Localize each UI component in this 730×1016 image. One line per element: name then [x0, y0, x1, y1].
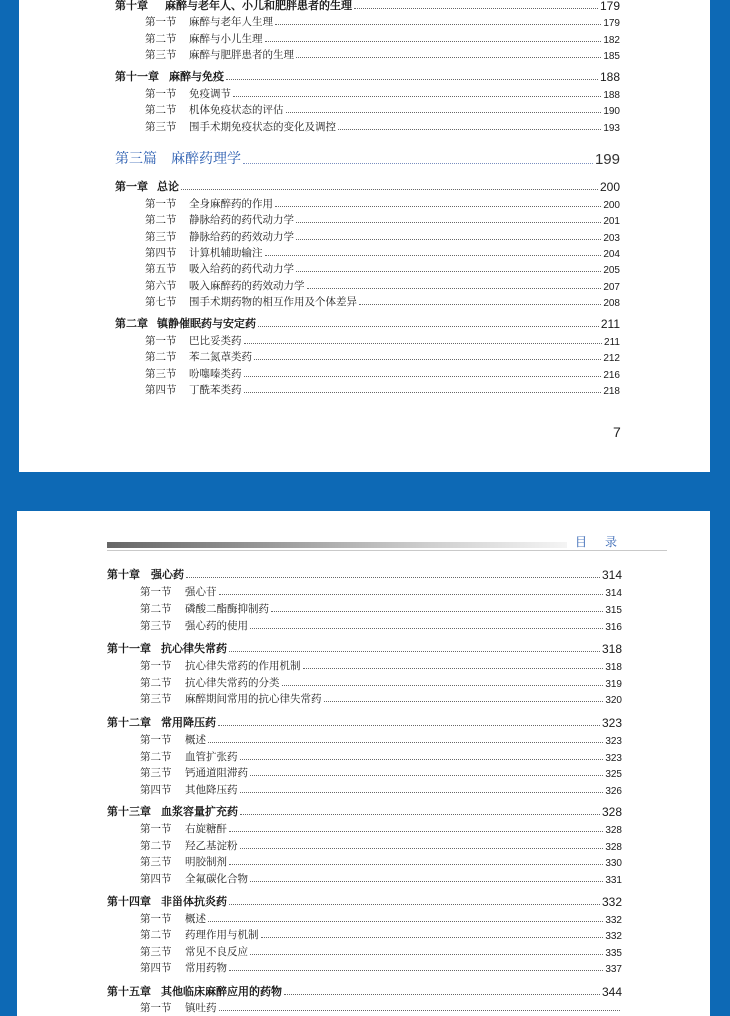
- section-title: 羟乙基淀粉: [185, 840, 238, 852]
- dot-leader: [229, 831, 603, 832]
- dot-leader: [354, 8, 598, 9]
- section-number: 第三节: [140, 620, 172, 632]
- toc-part[interactable]: [115, 148, 620, 168]
- chapter-title: 强心药: [151, 568, 184, 581]
- section-title: 概述: [185, 913, 206, 925]
- dot-leader: [219, 1010, 621, 1011]
- toc-section[interactable]: [140, 731, 622, 747]
- toc-chapter[interactable]: [115, 68, 620, 84]
- toc-section[interactable]: [140, 764, 622, 780]
- section-number: 第三节: [145, 49, 177, 61]
- section-number: 第三节: [140, 767, 172, 779]
- section-title: 巴比妥类药: [189, 335, 242, 347]
- section-number: 第一节: [145, 88, 177, 100]
- dot-leader: [229, 904, 600, 905]
- part-title: 麻醉药理学: [171, 151, 241, 167]
- dot-leader: [244, 376, 602, 377]
- dot-leader: [244, 392, 602, 393]
- page-number: 331: [605, 875, 622, 886]
- section-title: 围手术期免疫状态的变化及调控: [189, 121, 336, 133]
- page-number: 218: [603, 386, 620, 397]
- section-number: 第一节: [140, 823, 172, 835]
- section-number: 第二节: [140, 603, 172, 615]
- page-number: 332: [601, 895, 622, 909]
- dot-leader: [240, 759, 604, 760]
- toc-section[interactable]: [140, 999, 622, 1015]
- toc-chapter[interactable]: [107, 714, 622, 730]
- section-number: 第四节: [140, 873, 172, 885]
- dot-leader: [243, 163, 593, 164]
- section-number: 第四节: [140, 784, 172, 796]
- section-number: 第七节: [145, 296, 177, 308]
- dot-leader: [282, 685, 604, 686]
- toc-section[interactable]: [140, 690, 622, 706]
- page-number: 211: [600, 317, 620, 331]
- page-number: 200: [603, 200, 620, 211]
- section-number: 第三节: [140, 946, 172, 958]
- dot-leader: [229, 651, 600, 652]
- section-title: 镇吐药: [185, 1002, 217, 1014]
- toc-section[interactable]: [145, 365, 620, 381]
- toc-section[interactable]: [140, 583, 622, 599]
- section-title: 强心药的使用: [185, 620, 248, 632]
- section-title: 强心苷: [185, 586, 217, 598]
- page-number: 328: [605, 842, 622, 853]
- page-number: 212: [603, 353, 620, 364]
- section-number: 第四节: [145, 247, 177, 259]
- chapter-number: 第二章: [115, 317, 148, 330]
- section-title: 计算机辅助输注: [189, 247, 263, 259]
- dot-leader: [303, 668, 604, 669]
- toc-section[interactable]: [145, 101, 620, 117]
- chapter-title: 常用降压药: [161, 716, 216, 729]
- page-number: 328: [605, 825, 622, 836]
- part-number: 第三篇: [115, 151, 157, 167]
- section-title: 右旋糖酐: [185, 823, 227, 835]
- dot-leader: [240, 792, 604, 793]
- toc-chapter[interactable]: [107, 893, 622, 909]
- page-number: 323: [605, 753, 622, 764]
- dot-leader: [229, 970, 603, 971]
- dot-leader: [250, 881, 603, 882]
- page-number: 332: [605, 915, 622, 926]
- page-number-footer: 7: [613, 424, 621, 440]
- page-number: 179: [603, 18, 620, 29]
- toc-chapter[interactable]: [107, 803, 622, 819]
- header-rule: [107, 550, 667, 551]
- toc-section[interactable]: [140, 674, 622, 690]
- page-number: 316: [605, 622, 622, 633]
- section-number: 第二节: [140, 929, 172, 941]
- dot-leader: [208, 921, 603, 922]
- section-title: 吸入给药的药代动力学: [189, 263, 294, 275]
- toc-section[interactable]: [140, 910, 622, 926]
- dot-leader: [250, 954, 603, 955]
- toc-section[interactable]: [140, 657, 622, 673]
- toc-section[interactable]: [140, 959, 622, 975]
- chapter-number: 第十五章: [107, 985, 151, 998]
- toc-section[interactable]: [145, 381, 620, 397]
- dot-leader: [284, 994, 600, 995]
- chapter-number: 第一章: [115, 180, 148, 193]
- dot-leader: [307, 288, 602, 289]
- page-number: 323: [601, 716, 622, 730]
- toc-section[interactable]: [145, 348, 620, 364]
- page-number: 201: [603, 216, 620, 227]
- section-number: 第二节: [140, 751, 172, 763]
- page-number: 344: [601, 985, 622, 999]
- dot-leader: [261, 937, 604, 938]
- section-title: 磷酸二酯酶抑制药: [185, 603, 269, 615]
- dot-leader: [208, 742, 603, 743]
- section-number: 第一节: [145, 16, 177, 28]
- section-number: 第二节: [145, 351, 177, 363]
- dot-leader: [258, 326, 599, 327]
- section-number: 第二节: [145, 33, 177, 45]
- section-title: 抗心律失常药的分类: [185, 677, 280, 689]
- dot-leader: [254, 359, 601, 360]
- page-number: 182: [603, 35, 620, 46]
- section-number: 第一节: [140, 913, 172, 925]
- dot-leader: [265, 255, 602, 256]
- section-number: 第二节: [140, 677, 172, 689]
- section-title: 麻醉与小儿生理: [189, 33, 263, 45]
- dot-leader: [181, 189, 598, 190]
- page-number: 203: [603, 233, 620, 244]
- section-title: 药理作用与机制: [185, 929, 259, 941]
- section-title: 血管扩张药: [185, 751, 238, 763]
- toc-chapter[interactable]: [107, 640, 622, 656]
- toc-chapter[interactable]: [107, 983, 622, 999]
- dot-leader: [271, 611, 603, 612]
- section-number: 第一节: [145, 198, 177, 210]
- chapter-number: 第十章: [107, 568, 140, 581]
- toc-section[interactable]: [140, 820, 622, 836]
- section-number: 第三节: [140, 693, 172, 705]
- toc-section[interactable]: [145, 228, 620, 244]
- page-number: 330: [605, 858, 622, 869]
- page-number: 208: [603, 298, 620, 309]
- section-title: 麻醉与老年人生理: [189, 16, 273, 28]
- section-number: 第一节: [140, 734, 172, 746]
- section-title: 钙通道阻滞药: [185, 767, 248, 779]
- dot-leader: [250, 628, 603, 629]
- toc-section[interactable]: [145, 332, 620, 348]
- dot-leader: [250, 775, 603, 776]
- section-number: 第四节: [140, 962, 172, 974]
- chapter-title: 非甾体抗炎药: [161, 895, 227, 908]
- toc-section[interactable]: [140, 870, 622, 886]
- dot-leader: [296, 222, 601, 223]
- section-title: 苯二氮䓬类药: [189, 351, 252, 363]
- dot-leader: [275, 206, 601, 207]
- toc-section[interactable]: [145, 244, 620, 260]
- toc-section[interactable]: [140, 617, 622, 633]
- page-number: 335: [605, 948, 622, 959]
- dot-leader: [338, 129, 601, 130]
- page-number: 216: [603, 370, 620, 381]
- toc-section[interactable]: [145, 293, 620, 309]
- section-title: 免疫调节: [189, 88, 231, 100]
- page-number: 200: [599, 180, 620, 194]
- chapter-number: 第十四章: [107, 895, 151, 908]
- chapter-title: 总论: [157, 180, 179, 193]
- dot-leader: [226, 79, 598, 80]
- section-title: 其他降压药: [185, 784, 238, 796]
- toc-section[interactable]: [145, 260, 620, 276]
- dot-leader: [218, 725, 600, 726]
- section-number: 第一节: [140, 586, 172, 598]
- dot-leader: [240, 848, 604, 849]
- section-title: 常见不良反应: [185, 946, 248, 958]
- page-number: 188: [599, 70, 620, 84]
- chapter-title: 镇静催眠药与安定药: [157, 317, 256, 330]
- chapter-number: 第十章: [115, 0, 148, 12]
- toc-section[interactable]: [140, 853, 622, 869]
- page-number: 325: [605, 769, 622, 780]
- page-number: 320: [605, 695, 622, 706]
- section-title: 明胶制剂: [185, 856, 227, 868]
- dot-leader: [240, 814, 600, 815]
- page-number: 185: [603, 51, 620, 62]
- dot-leader: [275, 24, 601, 25]
- toc-section[interactable]: [145, 85, 620, 101]
- chapter-title: 麻醉与免疫: [169, 70, 224, 83]
- header-title: 目录: [575, 535, 636, 549]
- section-title: 机体免疫状态的评估: [189, 104, 284, 116]
- chapter-number: 第十一章: [115, 70, 159, 83]
- page-number: 326: [605, 786, 622, 797]
- section-title: 吸入麻醉药的药效动力学: [189, 280, 305, 292]
- dot-leader: [244, 343, 603, 344]
- toc-section[interactable]: [140, 600, 622, 616]
- section-number: 第二节: [140, 840, 172, 852]
- page-number: 319: [605, 679, 622, 690]
- dot-leader: [324, 701, 604, 702]
- page-number: 318: [601, 642, 622, 656]
- page-number: 179: [599, 0, 620, 13]
- toc-section[interactable]: [145, 211, 620, 227]
- section-number: 第二节: [145, 214, 177, 226]
- chapter-title: 其他临床麻醉应用的药物: [161, 985, 282, 998]
- chapter-number: 第十三章: [107, 805, 151, 818]
- dot-leader: [233, 96, 601, 97]
- toc-chapter[interactable]: [115, 0, 620, 13]
- section-title: 全氟碳化合物: [185, 873, 248, 885]
- page-number: 315: [605, 605, 622, 616]
- section-number: 第三节: [145, 368, 177, 380]
- toc-section[interactable]: [140, 837, 622, 853]
- section-title: 全身麻醉药的作用: [189, 198, 273, 210]
- toc-section[interactable]: [145, 277, 620, 293]
- section-title: 静脉给药的药效动力学: [189, 231, 294, 243]
- toc-chapter[interactable]: [107, 566, 622, 582]
- page-number: 318: [605, 662, 622, 673]
- dot-leader: [296, 271, 601, 272]
- section-title: 静脉给药的药代动力学: [189, 214, 294, 226]
- page-number: 199: [594, 151, 620, 168]
- dot-leader: [296, 239, 601, 240]
- page-number: 323: [605, 736, 622, 747]
- page-number: 204: [603, 249, 620, 260]
- section-title: 丁酰苯类药: [189, 384, 242, 396]
- toc-section[interactable]: [140, 943, 622, 959]
- toc-section[interactable]: [145, 13, 620, 29]
- page-number: 205: [603, 265, 620, 276]
- section-number: 第六节: [145, 280, 177, 292]
- section-title: 吩噻嗪类药: [189, 368, 242, 380]
- dot-leader: [265, 41, 602, 42]
- page-number: 211: [604, 337, 620, 348]
- toc-section[interactable]: [140, 748, 622, 764]
- toc-section[interactable]: [140, 926, 622, 942]
- section-number: 第二节: [145, 104, 177, 116]
- section-title: 麻醉期间常用的抗心律失常药: [185, 693, 322, 705]
- toc-section[interactable]: [145, 30, 620, 46]
- dot-leader: [219, 594, 604, 595]
- page-number: 314: [601, 568, 622, 582]
- section-number: 第一节: [140, 660, 172, 672]
- section-number: 第一节: [140, 1002, 172, 1014]
- toc-chapter[interactable]: [115, 315, 620, 331]
- dot-leader: [359, 304, 601, 305]
- chapter-number: 第十二章: [107, 716, 151, 729]
- section-title: 抗心律失常药的作用机制: [185, 660, 301, 672]
- chapter-number: 第十一章: [107, 642, 151, 655]
- section-title: 常用药物: [185, 962, 227, 974]
- section-title: 麻醉与肥胖患者的生理: [189, 49, 294, 61]
- toc-section[interactable]: [145, 195, 620, 211]
- toc-section[interactable]: [145, 118, 620, 134]
- chapter-title: 血浆容量扩充药: [161, 805, 238, 818]
- section-number: 第三节: [145, 121, 177, 133]
- section-number: 第三节: [140, 856, 172, 868]
- toc-page-bottom: [17, 511, 710, 1016]
- page-number: 190: [603, 106, 620, 117]
- chapter-title: 麻醉与老年人、小儿和肥胖患者的生理: [165, 0, 352, 12]
- page-number: 314: [605, 588, 622, 599]
- section-number: 第四节: [145, 384, 177, 396]
- toc-chapter[interactable]: [115, 178, 620, 194]
- dot-leader: [296, 57, 601, 58]
- page-number: 332: [605, 931, 622, 942]
- page-number: 328: [601, 805, 622, 819]
- dot-leader: [186, 577, 600, 578]
- section-title: 围手术期药物的相互作用及个体差异: [189, 296, 357, 308]
- toc-section[interactable]: [145, 46, 620, 62]
- section-title: 概述: [185, 734, 206, 746]
- page-number: 207: [603, 282, 620, 293]
- page-number: 193: [603, 123, 620, 134]
- page-number: 188: [603, 90, 620, 101]
- dot-leader: [229, 864, 603, 865]
- dot-leader: [286, 112, 602, 113]
- chapter-title: 抗心律失常药: [161, 642, 227, 655]
- header-gradient-bar: [107, 542, 567, 548]
- section-number: 第一节: [145, 335, 177, 347]
- toc-section[interactable]: [140, 781, 622, 797]
- toc-page-top: [19, 0, 710, 472]
- section-number: 第三节: [145, 231, 177, 243]
- section-number: 第五节: [145, 263, 177, 275]
- page-number: 337: [605, 964, 622, 975]
